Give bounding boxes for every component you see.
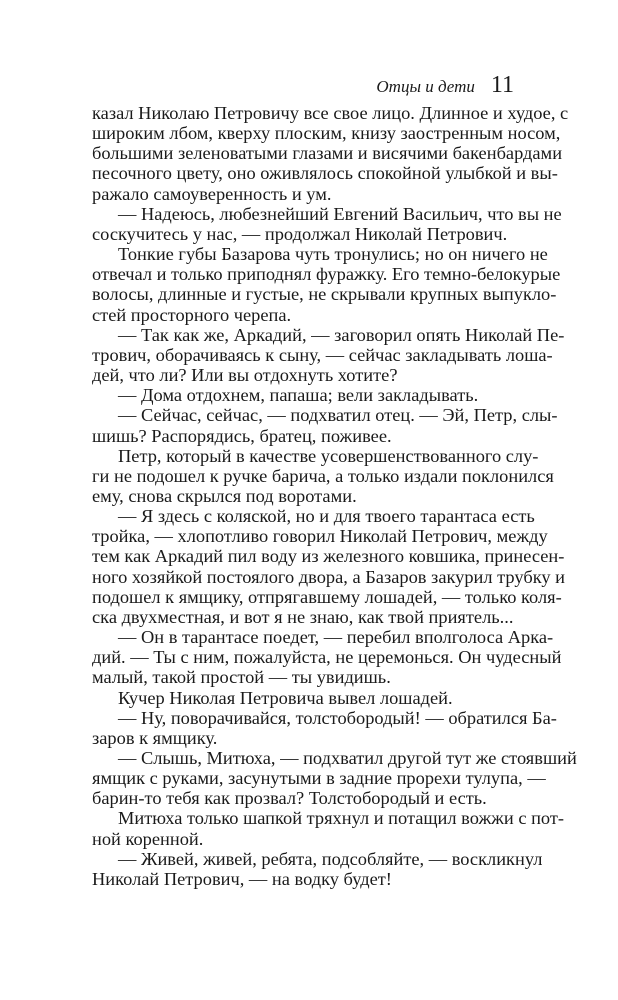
- text-line: Митюха только шапкой тряхнул и потащил вожжи с пот-: [118, 808, 565, 829]
- body-text: [92, 103, 577, 889]
- text-line: — Так как же, Аркадий, — заговорил опять Николай Пе-: [118, 324, 565, 345]
- text-line: Тонкие губы Базарова чуть тронулись; но он ничего не: [118, 244, 548, 265]
- text-line: шишь? Распорядись, братец, поживее.: [92, 425, 392, 446]
- text-line: ного хозяйкой постоялого двора, а Базаров закурил трубку и: [92, 566, 566, 587]
- text-line: стей просторного черепа.: [92, 304, 292, 325]
- text-line: — Ну, поворачивайся, толстобородый! — обратился Ба-: [118, 707, 557, 728]
- page-number: 11: [490, 72, 514, 98]
- text-line: ска двухместная, и вот я не знаю, как твой приятель...: [92, 606, 514, 627]
- text-line: подошел к ямщику, отпрягавшему лошадей, — только коля-: [92, 586, 562, 607]
- text-line: большими зеленоватыми глазами и висячими бакенбардами: [92, 143, 563, 164]
- text-line: волосы, длинные и густые, не скрывали крупных выпукло-: [92, 284, 557, 305]
- text-line: — Дома отдохнем, папаша; вели закладывать.: [118, 385, 479, 406]
- text-line: — Он в тарантасе поедет, — перебил вполголоса Арка-: [118, 627, 554, 648]
- running-title: Отцы и дети: [376, 77, 475, 96]
- text-line: тройка, — хлопотливо говорил Николай Петрович, между: [92, 526, 548, 547]
- text-line: ямщик с руками, засунутыми в задние прорехи тулупа, —: [92, 768, 546, 789]
- text-line: ной коренной.: [92, 828, 204, 849]
- text-line: ги не подошел к ручке барича, а только издали поклонился: [92, 465, 554, 486]
- text-line: — Слышь, Митюха, — подхватил другой тут же стоявший: [118, 748, 577, 768]
- text-line: малый, такой простой — ты увидишь.: [92, 667, 391, 688]
- text-line: Петр, который в качестве усовершенствованного слу-: [118, 445, 539, 466]
- text-line: барин-то тебя как прозвал? Толстобородый и есть.: [92, 788, 487, 809]
- text-line: заров к ямщику.: [92, 727, 218, 748]
- text-line: — Надеюсь, любезнейший Евгений Васильич, что вы не: [118, 203, 562, 224]
- text-line: тем как Аркадий пил воду из железного ковшика, принесен-: [92, 546, 565, 567]
- text-line: отвечал и только приподнял фуражку. Его темно-белокурые: [92, 264, 561, 285]
- text-line: ражало самоуверенность и ум.: [92, 183, 332, 204]
- text-line: дей, что ли? Или вы отдохнуть хотите?: [92, 365, 398, 386]
- text-line: соскучитесь у нас, — продолжал Николай Петрович.: [92, 223, 508, 244]
- text-line: — Я здесь с коляской, но и для твоего тарантаса есть: [118, 506, 535, 527]
- text-line: песочного цвету, оно оживлялось спокойной улыбкой и вы-: [92, 163, 558, 184]
- text-line: Николай Петрович, — на водку будет!: [92, 868, 392, 889]
- text-line: — Живей, живей, ребята, подсобляйте, — воскликнул: [118, 848, 543, 869]
- text-line: широким лбом, кверху плоским, книзу заостренным носом,: [92, 123, 561, 144]
- text-line: Кучер Николая Петровича вывел лошадей.: [118, 687, 453, 708]
- text-line: дий. — Ты с ним, пожалуйста, не церемонься. Он чудесный: [92, 647, 562, 668]
- text-line: трович, оборачиваясь к сыну, — сейчас закладывать лоша-: [92, 344, 553, 365]
- text-line: казал Николаю Петровичу все свое лицо. Длинное и худое, с: [92, 103, 569, 123]
- text-line: — Сейчас, сейчас, — подхватил отец. — Эй, Петр, слы-: [118, 405, 558, 426]
- page-header: [376, 72, 514, 99]
- text-line: ему, снова скрылся под воротами.: [92, 485, 357, 506]
